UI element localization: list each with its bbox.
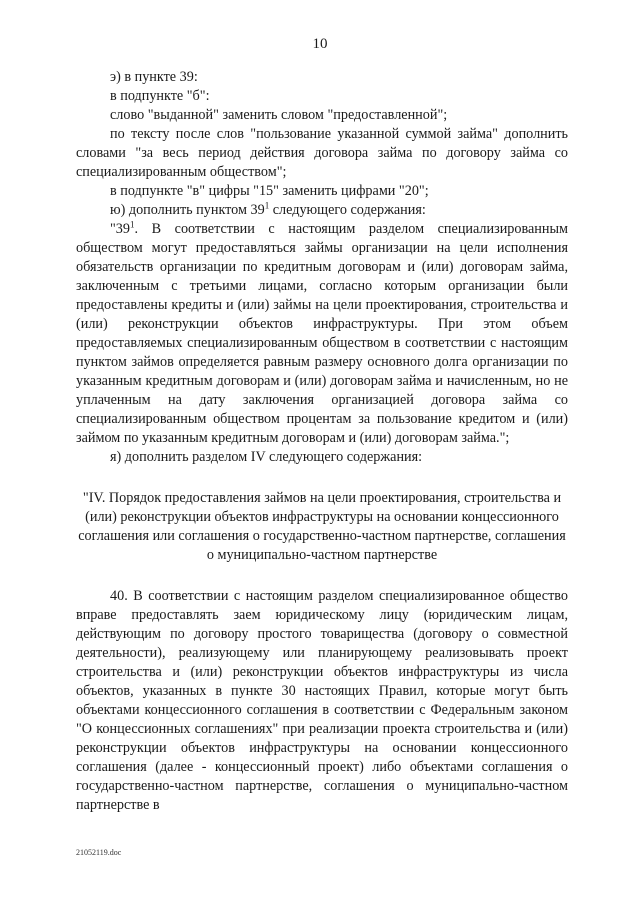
file-name-footer: 21052119.doc [76,848,122,857]
amendment-item-yu [76,201,568,220]
replace-digits-instruction: в подпункте "в" цифры "15" заменить цифрами "20"; [110,183,429,199]
page-number: 10 [312,36,328,52]
text-fragment: . В соответствии с настоящим разделом специализированным обществом могут предоставляться займы организации на цели исполнения обязательств организации по кредитным договорам и (или) договорам займа, заключенным с третьими лицами, согласно которым организации были предоставлены кредиты и (или) займы на цели проектирования, строительства и (или) реконструкции объектов инфраструктуры. При этом объем предоставляемых специализированным обществом в соответствии с настоящим пунктом займов определяется равным размеру основного долга организации по указанным кредитным договорам и (или) договорам займа и начисленным, но не уплаченным на дату заключения организацией договора займа со специализированным обществом процентам за пользование кредитом и (или) займом по указанным кредитным договорам и (или) договорам займа."; [76,221,568,446]
amendment-item-e: э) в пункте 39: [110,69,198,85]
clause-40: 40. В соответствии с настоящим разделом специализированное общество вправе предоставлять заем юридическому лицу (юридическим лицам, действующим по договору простого товарищества (договору о совместной деятельности), реализующему или планирующему реализовывать проект строительства и (или) реконструкции объектов инфраструктуры из числа объектов, указанных в пункте 30 настоящих Правил, которые могут быть объектами концессионного соглашения в соответствии с Федеральным законом "О концессионных соглашениях" при реализации проекта строительства и (или) реконструкции объектов инфраструктуры на основании концессионного соглашения (далее - концессионный проект) либо объектами соглашения о государственно-частном партнерстве, соглашения о муниципально-частном партнерстве в [76,588,568,813]
text-fragment: следующего содержания: [269,202,426,218]
subitem-b-heading: в подпункте "б": [110,88,210,104]
superscript: 1 [264,200,270,211]
document-body [76,68,568,815]
add-words-instruction: по тексту после слов "пользование указанной суммой займа" дополнить словами "за весь период действия договора займа по договору займа со специализированным обществом"; [76,126,568,180]
text-fragment: ю) дополнить пунктом 39 [110,202,265,218]
superscript: 1 [129,219,135,230]
section-iv-heading: "IV. Порядок предоставления займов на цели проектирования, строительства и (или) реконструкции объектов инфраструктуры на основании концессионного соглашения или соглашения о государственно-частном партнерстве, соглашения о муниципально-частном партнерстве [78,490,566,563]
replace-word-instruction: слово "выданной" заменить словом "предоставленной"; [110,107,448,123]
text-fragment: "39 [110,221,130,237]
amendment-item-ya: я) дополнить разделом IV следующего содержания: [110,449,423,465]
clause-39-1 [76,220,568,448]
